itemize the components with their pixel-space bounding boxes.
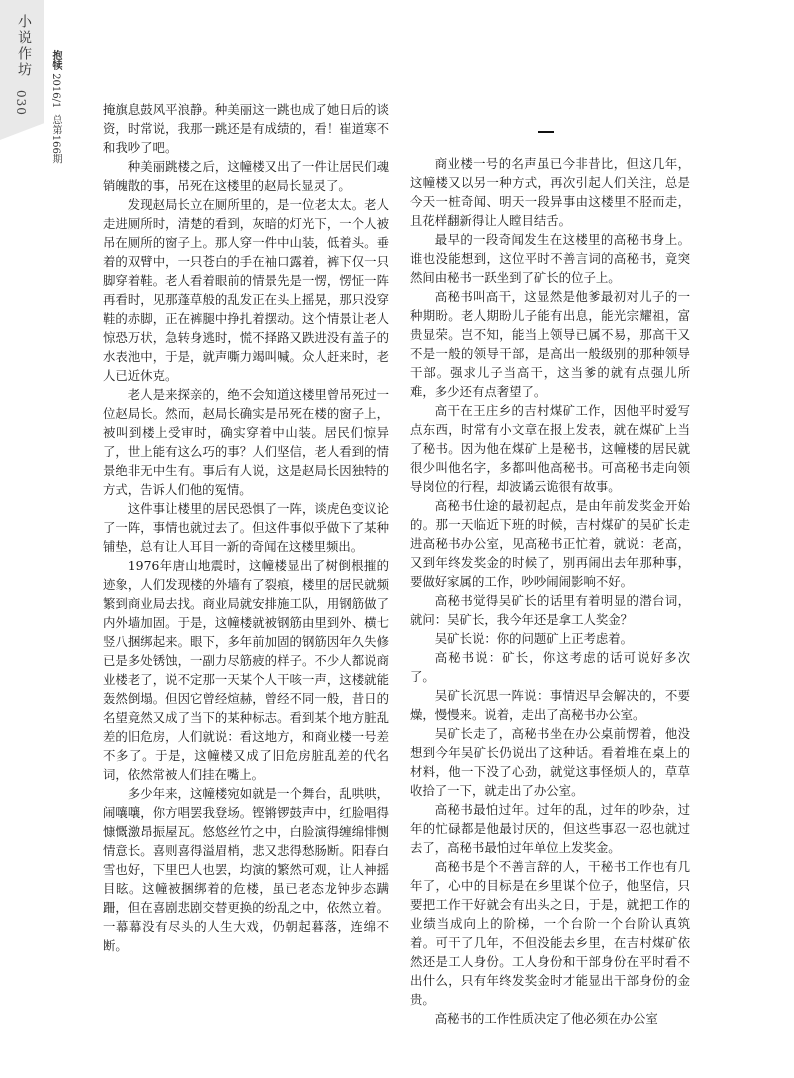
paragraph: 1976年唐山地震时，这幢楼显出了树倒根摧的迹象，人们发现楼的外墙有了裂痕，楼里的居民就频繁到商业局去找。商业局就安排施工队，用钢筋做了内外墙加固。于是，这幢楼就被钢筋由里到外、横七竖八捆绑起来。眼下，多年前加固的钢筋因年久失修已是多处锈蚀，一副力尽筋疲的样子。不少人都说商业楼老了，说不定那一天某个人干咳一声，这楼就能轰然倒塌。但因它曾经煊赫，曾经不同一般，昔日的名望竟然又成了当下的某种标志。看到某个地方脏乱差的旧危房，人们就说：看这地方，和商业楼一号差不多了。于是，这幢楼又成了旧危房脏乱差的代名词，依然常被人们挂在嘴上。 (103, 558, 389, 782)
chapter-marker (538, 131, 554, 133)
section-name: 小说作坊 (16, 14, 32, 78)
paragraph: 种美丽跳楼之后，这幢楼又出了一件让居民们魂销魄散的事，吊死在这楼里的赵局长显灵了。 (103, 159, 389, 193)
paragraph: 高干在王庄乡的吉村煤矿工作，因他平时爱写点东西，时常有小文章在报上发表，就在煤矿上当了秘书。因为他在煤矿上是秘书，这幢楼的居民就很少叫他名字，多都叫他高秘书。可高秘书走向领导岗位的行程，却波谲云诡很有故事。 (410, 403, 690, 494)
paragraph: 高秘书说：矿长，你这考虑的话可说好多次了。 (410, 650, 690, 684)
paragraph: 高秘书觉得吴矿长的话里有着明显的潜台词，就问：吴矿长，我今年还是拿工人奖金？ (410, 593, 690, 627)
journal-issue: 2016/1 (50, 73, 61, 109)
paragraph: 吴矿长说：你的问题矿上正考虑着。 (434, 631, 634, 646)
paragraph: 这件事让楼里的居民恐惧了一阵，谈虎色变议论了一阵，事情也就过去了。但这件事似乎做下了某种铺垫，总有让人耳目一新的奇闻在这楼里频出。 (103, 501, 389, 554)
paragraph: 多少年来，这幢楼宛如就是一个舞台，乱哄哄，闹嚷嚷，你方唱罢我登场。铿锵锣鼓声中，红脸唱得慷慨激昂振屋瓦。悠悠丝竹之中，白脸演得缠绵悱恻情意长。喜则喜得溢眉梢，悲又悲得愁肠断。阳春白雪也好，下里巴人也罢，均演的繁然可观，让人神摇目眩。这幢被捆绑着的危楼，虽已老态龙钟步态蹒跚，但在喜剧悲剧交替更换的纷乱之中，依然立着。一幕幕没有尽头的人生大戏，仍朝起暮落，连绵不断。 (103, 786, 389, 953)
page-number: 030 (14, 90, 28, 116)
right-column (410, 154, 690, 1028)
paragraph: 发现赵局长立在厕所里的，是一位老太太。老人走进厕所时，清楚的看到，灰暗的灯光下，一个人被吊在厕所的窗子上。那人穿一件中山装，低着头。垂着的双臂中，一只苍白的手在袖口露着，裤下仅一只脚穿着鞋。老人看着眼前的情景先是一愣，愣怔一阵再看时，见那蓬草般的乱发正在头上摇晃，那只没穿鞋的赤脚，正在裤腿中挣扎着摆动。这个情景让老人惊恐万状，急转身逃时，慌不择路又跌进没有盖子的水表池中，于是，就声嘶力竭叫喊。众人赶来时，老人已近休克。 (103, 197, 389, 383)
paragraph: 高秘书叫高干，这显然是他爹最初对儿子的一种期盼。老人期盼儿子能有出息，能光宗耀祖，富贵显荣。岂不知，能当上领导已属不易，那高干又不是一般的领导干部，是高出一般级别的那种领导干部。强求儿子当高干，这当爹的就有点强儿所难，多少还有点奢望了。 (410, 289, 690, 399)
journal-name: 抱犊 (50, 50, 61, 70)
paragraph: 吴矿长走了，高秘书坐在办公桌前愣着，他没想到今年吴矿长仍说出了这种话。看着堆在桌上的材料，他一下没了心劲，就觉这事怪烦人的，草草收拾了一下，就走出了办公室。 (410, 726, 690, 798)
paragraph: 商业楼一号的名声虽已今非昔比，但这几年，这幢楼又以另一种方式，再次引起人们关注，总是今天一桩奇闻、明天一段异事由这楼里不胫而走，且花样翻新得让人瞠目结舌。 (410, 156, 690, 228)
paragraph: 掩旗息鼓风平浪静。种美丽这一跳也成了她日后的谈资，时常说，我那一跳还是有成绩的，看！崔道寒不和我吵了吧。 (103, 102, 389, 155)
paragraph: 最早的一段奇闻发生在这楼里的高秘书身上。谁也没能想到，这位平时不善言词的高秘书，竟突然间由秘书一跃坐到了矿长的位子上。 (410, 232, 690, 285)
journal-total-issue: 总第166期 (50, 114, 61, 164)
paragraph: 高秘书是个不善言辞的人，干秘书工作也有几年了，心中的目标是在乡里谋个位子，他坚信，只要把工作干好就会有出头之日，于是，就把工作的业绩当成向上的阶梯，一个台阶一个台阶认真筑着。可干了几年，不但没能去乡里，在吉村煤矿依然还是工人身份。工人身份和干部身份在平时看不出什么，只有年终发奖金时才能显出干部身份的金贵。 (410, 859, 690, 1007)
journal-header (48, 50, 63, 164)
paragraph: 高秘书的工作性质决定了他必须在办公室 (434, 1011, 658, 1026)
paragraph: 吴矿长沉思一阵说：事情迟早会解决的，不要燥，慢慢来。说着，走出了高秘书办公室。 (410, 688, 690, 722)
paragraph: 高秘书仕途的最初起点，是由年前发奖金开始的。那一天临近下班的时候，吉村煤矿的吴矿长走进高秘书办公室，见高秘书正忙着，就说：老高，又到年终发奖金的时候了，别再闹出去年那种事，要做好家属的工作，吵吵闹闹影响不好。 (410, 498, 690, 589)
paragraph: 高秘书最怕过年。过年的乱，过年的吵杂，过年的忙碌都是他最讨厌的，但这些事忍一忍也就过去了，高秘书最怕过年单位上发奖金。 (410, 802, 690, 855)
paragraph: 老人是来探亲的，绝不会知道这楼里曾吊死过一位赵局长。然而，赵局长确实是吊死在楼的窗子上，被叫到楼上受审时，确实穿着中山装。居民们惊异了，世上能有这么巧的事？人们坚信，老人看到的情景绝非无中生有。事后有人说，这是赵局长因独特的方式，告诉人们他的冤情。 (103, 387, 389, 497)
left-column (103, 100, 389, 955)
